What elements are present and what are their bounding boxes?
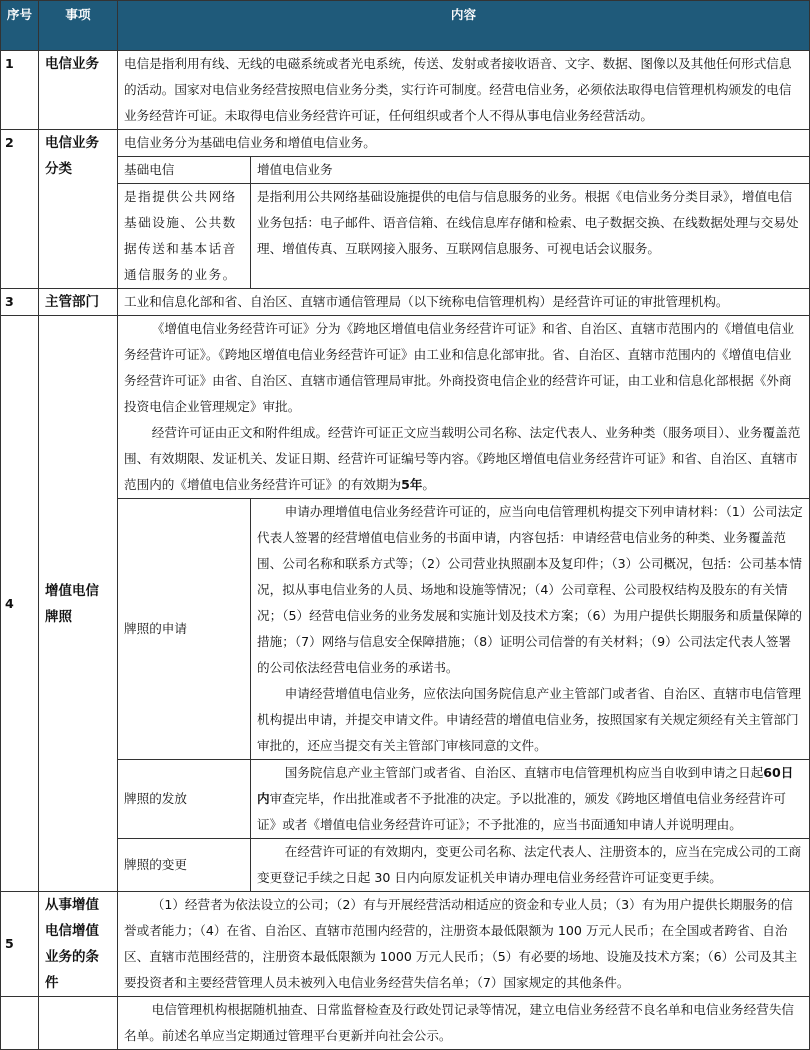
text: 经营许可证由正文和附件组成。经营许可证正文应当载明公司名称、法定代表人、业务种类（服务项目）、业务覆盖范围、有效期限、发证机关、发证日期、经营许可证编号等内容。《跨地区增值电信业务经营许可证》和省、自治区、直辖市范围内的《增值电信业务经营许可证》的有效期为 (124, 425, 801, 492)
paragraph: 申请经营增值电信业务，应依法向国务院信息产业主管部门或者省、自治区、直辖市电信管理机构提出申请，并提交申请文件。申请经营的增值电信业务，按照国家有关规定须经有关主管部门审批的，还应当提交有关主管部门审核同意的文件。 (257, 686, 802, 753)
table-row (1, 892, 810, 997)
row-content: 工业和信息化部和省、自治区、直辖市通信管理局（以下统称电信管理机构）是经营许可证的审批管理机构。 (118, 289, 810, 316)
license-paragraph-1: 《增值电信业务经营许可证》分为《跨地区增值电信业务经营许可证》和省、自治区、直辖市范围内的《增值电信业务经营许可证》。《跨地区增值电信业务经营许可证》由工业和信息化部审批。省、自治区、直辖市范围内的《增值电信业务经营许可证》由省、自治区、直辖市通信管理局审批。外商投资电信企业的经营许可证，由工业和信息化部根据《外商投资电信企业管理规定》审批。 (124, 321, 794, 414)
text: 。 (422, 477, 436, 492)
license-application-content (251, 499, 810, 760)
license-issuance-content (251, 760, 810, 839)
basic-telecom-desc: 是指提供公共网络基础设施、公共数据传送和基本话音通信服务的业务。 (118, 184, 251, 289)
row-content (118, 316, 810, 499)
row-num: 5 (1, 892, 39, 997)
row-content (118, 997, 810, 1050)
basic-telecom-label: 基础电信 (118, 157, 251, 184)
paragraph: 申请办理增值电信业务经营许可证的，应当向电信管理机构提交下列申请材料：（1）公司法定代表人签署的经营增值电信业务的书面申请，内容包括：申请经营电信业务的种类、业务覆盖范围、公司名称和联系方式等；（2）公司营业执照副本及复印件；（3）公司概况，包括：公司基本情况，拟从事电信业务的人员、场地和设施等情况；（4）公司章程、公司股权结构及股东的有关情况；（5）经营电信业务的业务发展和实施计划及技术方案；（6）为用户提供长期服务和质量保障的措施；（7）网络与信息安全保障措施；（8）证明公司信誉的有关材料；（9）公司法定代表人签署的公司依法经营电信业务的承诺书。 (257, 504, 803, 675)
header-content: 内容 (118, 1, 810, 51)
subtable-header (1, 157, 810, 184)
license-paragraph-2 (124, 420, 803, 498)
license-issuance-label: 牌照的发放 (118, 760, 251, 839)
value-added-label: 增值电信业务 (251, 157, 810, 184)
row-content: 电信是指利用有线、无线的电磁系统或者光电系统，传送、发射或者接收语音、文字、数据、图像以及其他任何形式信息的活动。国家对电信业务经营按照电信业务分类，实行许可制度。经营电信业务，必须依法取得电信管理机构颁发的电信业务经营许可证。未取得电信业务经营许可证，任何组织或者个人不得从事电信业务经营活动。 (118, 51, 810, 130)
paragraph: 电信管理机构根据随机抽查、日常监督检查及行政处罚记录等情况，建立电信业务经营不良名单和电信业务经营失信名单。前述名单应当定期通过管理平台更新并向社会公示。 (124, 1002, 794, 1043)
row-num: 3 (1, 289, 39, 316)
subtable-row (1, 839, 810, 892)
row-item: 电信业务分类 (39, 130, 118, 289)
paragraph: （1）经营者为依法设立的公司；（2）有与开展经营活动相适应的资金和专业人员；（3）有为用户提供长期服务的信誉或者能力；（4）在省、自治区、直辖市范围内经营的，注册资本最低限额为 100 万元人民币；在全国或者跨省、自治区、直辖市范围经营的，注册资本最低限额为 1000 万元人民币；（5）有必要的场地、设施及技术方案；（6）公司及其主要投资者和主要经营管理人员未被列入电信业务经营失信名单；（7）国家规定的其他条件。 (124, 897, 798, 990)
row-item: 主管部门 (39, 289, 118, 316)
license-application-label: 牌照的申请 (118, 499, 251, 760)
table-row (1, 130, 810, 157)
row-num (1, 997, 39, 1050)
paragraph: 在经营许可证的有效期内，变更公司名称、法定代表人、注册资本的，应当在完成公司的工商变更登记手续之日起 30 日内向原发证机关申请办理电信业务经营许可证变更手续。 (257, 844, 802, 885)
row-item: 从事增值电信增值业务的条件 (39, 892, 118, 997)
row-num: 4 (1, 316, 39, 892)
table-row (1, 289, 810, 316)
header-num: 序号 (1, 1, 39, 51)
row-num: 2 (1, 130, 39, 289)
validity-period: 5年 (401, 477, 423, 492)
subtable-row (1, 760, 810, 839)
table-header (1, 1, 810, 51)
license-change-content (251, 839, 810, 892)
table-row (1, 316, 810, 499)
deadline: 60日内 (257, 765, 794, 806)
row-content (118, 892, 810, 997)
row-item (39, 997, 118, 1050)
table-row (1, 51, 810, 130)
value-added-desc: 是指利用公共网络基础设施提供的电信与信息服务的业务。根据《电信业务分类目录》，增值电信业务包括：电子邮件、语音信箱、在线信息库存储和检索、电子数据交换、在线数据处理与交易处理、增值传真、互联网接入服务、互联网信息服务、可视电话会议服务。 (251, 184, 810, 289)
license-change-label: 牌照的变更 (118, 839, 251, 892)
row-num: 1 (1, 51, 39, 130)
paragraph (257, 760, 803, 838)
subtable-row (1, 184, 810, 289)
row-content: 电信业务分为基础电信业务和增值电信业务。 (118, 130, 810, 157)
row-item: 增值电信牌照 (39, 316, 118, 892)
table-row (1, 997, 810, 1050)
text: 审查完毕，作出批准或者不予批准的决定。予以批准的，颁发《跨地区增值电信业务经营许可证》或者《增值电信业务经营许可证》；不予批准的，应当书面通知申请人并说明理由。 (257, 791, 786, 832)
header-item: 事项 (39, 1, 118, 51)
row-item: 电信业务 (39, 51, 118, 130)
text: 国务院信息产业主管部门或者省、自治区、直辖市电信管理机构应当自收到申请之日起 (284, 765, 764, 780)
subtable-row (1, 499, 810, 760)
